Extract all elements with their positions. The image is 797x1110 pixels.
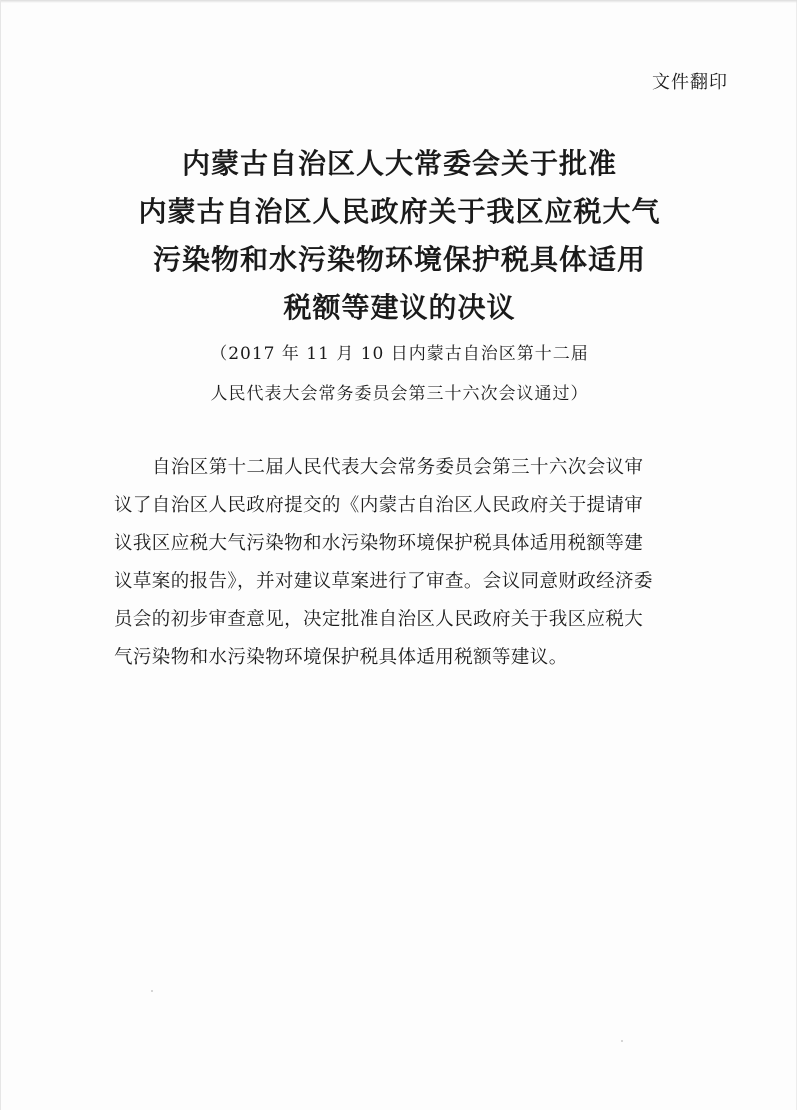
document-title [1, 140, 797, 332]
scan-speck [151, 990, 153, 992]
body-line: 议草案的报告》，并对建议草案进行了审查。会议同意财政经济委 [114, 571, 653, 592]
title-line: 污染物和水污染物环境保护税具体适用 [152, 243, 646, 276]
title-line: 内蒙古自治区人民政府关于我区应税大气 [138, 195, 661, 228]
adoption-note [1, 334, 797, 414]
adoption-note-line: （2017 年 11 月 10 日内蒙古自治区第十二届 [210, 344, 589, 364]
body-line: 议我区应税大气污染物和水污染物环境保护税具体适用税额等建 [114, 533, 644, 554]
document-stamp-label: 文件翻印 [652, 72, 728, 93]
title-line: 内蒙古自治区人大常委会关于批准 [181, 147, 617, 180]
title-line: 税额等建议的决议 [283, 291, 516, 324]
body-paragraph [114, 449, 714, 677]
body-line: 自治区第十二届人民代表大会常务委员会第三十六次会议审 [152, 457, 644, 478]
body-line: 议了自治区人民政府提交的《内蒙古自治区人民政府关于提请审 [114, 495, 644, 516]
scan-edge [1, 0, 797, 3]
adoption-note-line: 人民代表大会常务委员会第三十六次会议通过） [210, 384, 589, 404]
body-line: 气污染物和水污染物环境保护税具体适用税额等建议。 [114, 647, 568, 668]
scan-speck [621, 1040, 623, 1042]
body-line: 员会的初步审查意见，决定批准自治区人民政府关于我区应税大 [114, 609, 644, 630]
